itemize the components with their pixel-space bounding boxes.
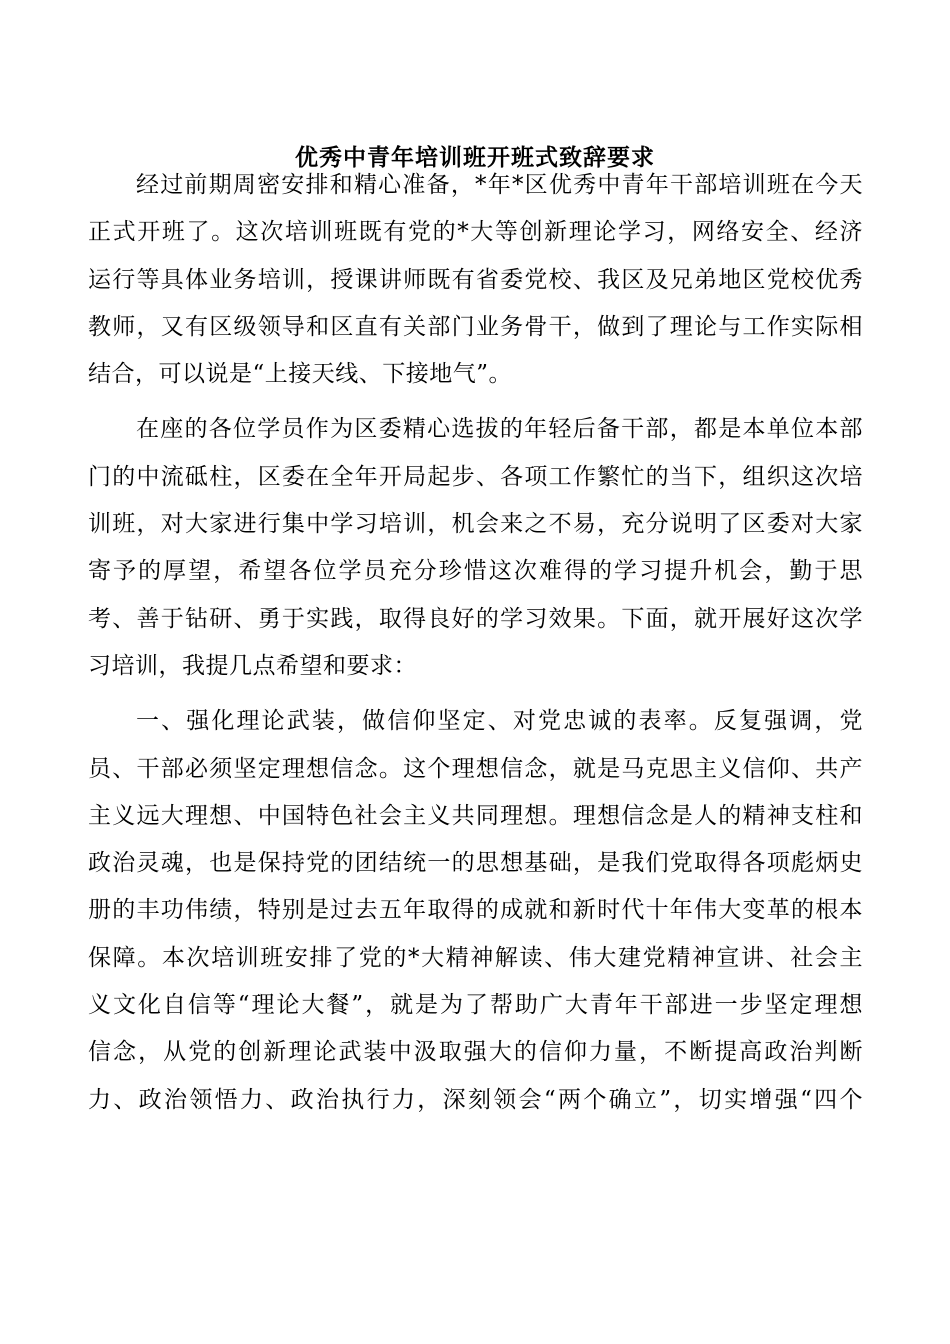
paragraph-line: 在座的各位学员作为区委精心选拔的年轻后备干部，都是本单位本部	[136, 416, 863, 443]
paragraph-line: 政治灵魂，也是保持党的团结统一的思想基础，是我们党取得各项彪炳史	[88, 850, 863, 877]
document-body	[88, 162, 863, 1124]
paragraph-line: 寄予的厚望，希望各位学员充分珍惜这次难得的学习提升机会，勤于思	[88, 558, 863, 585]
paragraph-line: 运行等具体业务培训，授课讲师既有省委党校、我区及兄弟地区党校优秀	[88, 266, 863, 293]
paragraph-1	[88, 162, 863, 398]
paragraph-line: 主义远大理想、中国特色社会主义共同理想。理想信念是人的精神支柱和	[88, 802, 863, 829]
paragraph-line: 习培训，我提几点希望和要求：	[88, 652, 417, 679]
paragraph-line: 结合，可以说是“上接天线、下接地气”。	[88, 361, 513, 388]
paragraph-line: 一、强化理论武装，做信仰坚定、对党忠诚的表率。反复强调，党	[136, 708, 863, 735]
paragraph-2	[88, 406, 863, 690]
paragraph-line: 训班，对大家进行集中学习培训，机会来之不易，充分说明了区委对大家	[88, 511, 863, 538]
paragraph-line: 门的中流砥柱，区委在全年开局起步、各项工作繁忙的当下，组织这次培	[88, 463, 863, 490]
paragraph-line: 义文化自信等“理论大餐”，就是为了帮助广大青年干部进一步坚定理想	[88, 992, 863, 1019]
paragraph-line: 力、政治领悟力、政治执行力，深刻领会“两个确立”，切实增强“四个	[88, 1086, 863, 1113]
paragraph-line: 信念，从党的创新理论武装中汲取强大的信仰力量，不断提高政治判断	[88, 1039, 863, 1066]
paragraph-line: 教师，又有区级领导和区直有关部门业务骨干，做到了理论与工作实际相	[88, 313, 863, 340]
paragraph-line: 正式开班了。这次培训班既有党的*大等创新理论学习，网络安全、经济	[88, 219, 863, 246]
paragraph-line: 员、干部必须坚定理想信念。这个理想信念，就是马克思主义信仰、共产	[88, 755, 863, 782]
paragraph-line: 保障。本次培训班安排了党的*大精神解读、伟大建党精神宣讲、社会主	[88, 944, 863, 971]
paragraph-3	[88, 698, 863, 1124]
paragraph-line: 册的丰功伟绩，特别是过去五年取得的成就和新时代十年伟大变革的根本	[88, 897, 863, 924]
document-title: 优秀中青年培训班开班式致辞要求	[295, 144, 655, 171]
paragraph-line: 考、善于钻研、勇于实践，取得良好的学习效果。下面，就开展好这次学	[88, 605, 863, 632]
paragraph-line: 经过前期周密安排和精心准备，*年*区优秀中青年干部培训班在今天	[136, 172, 863, 198]
